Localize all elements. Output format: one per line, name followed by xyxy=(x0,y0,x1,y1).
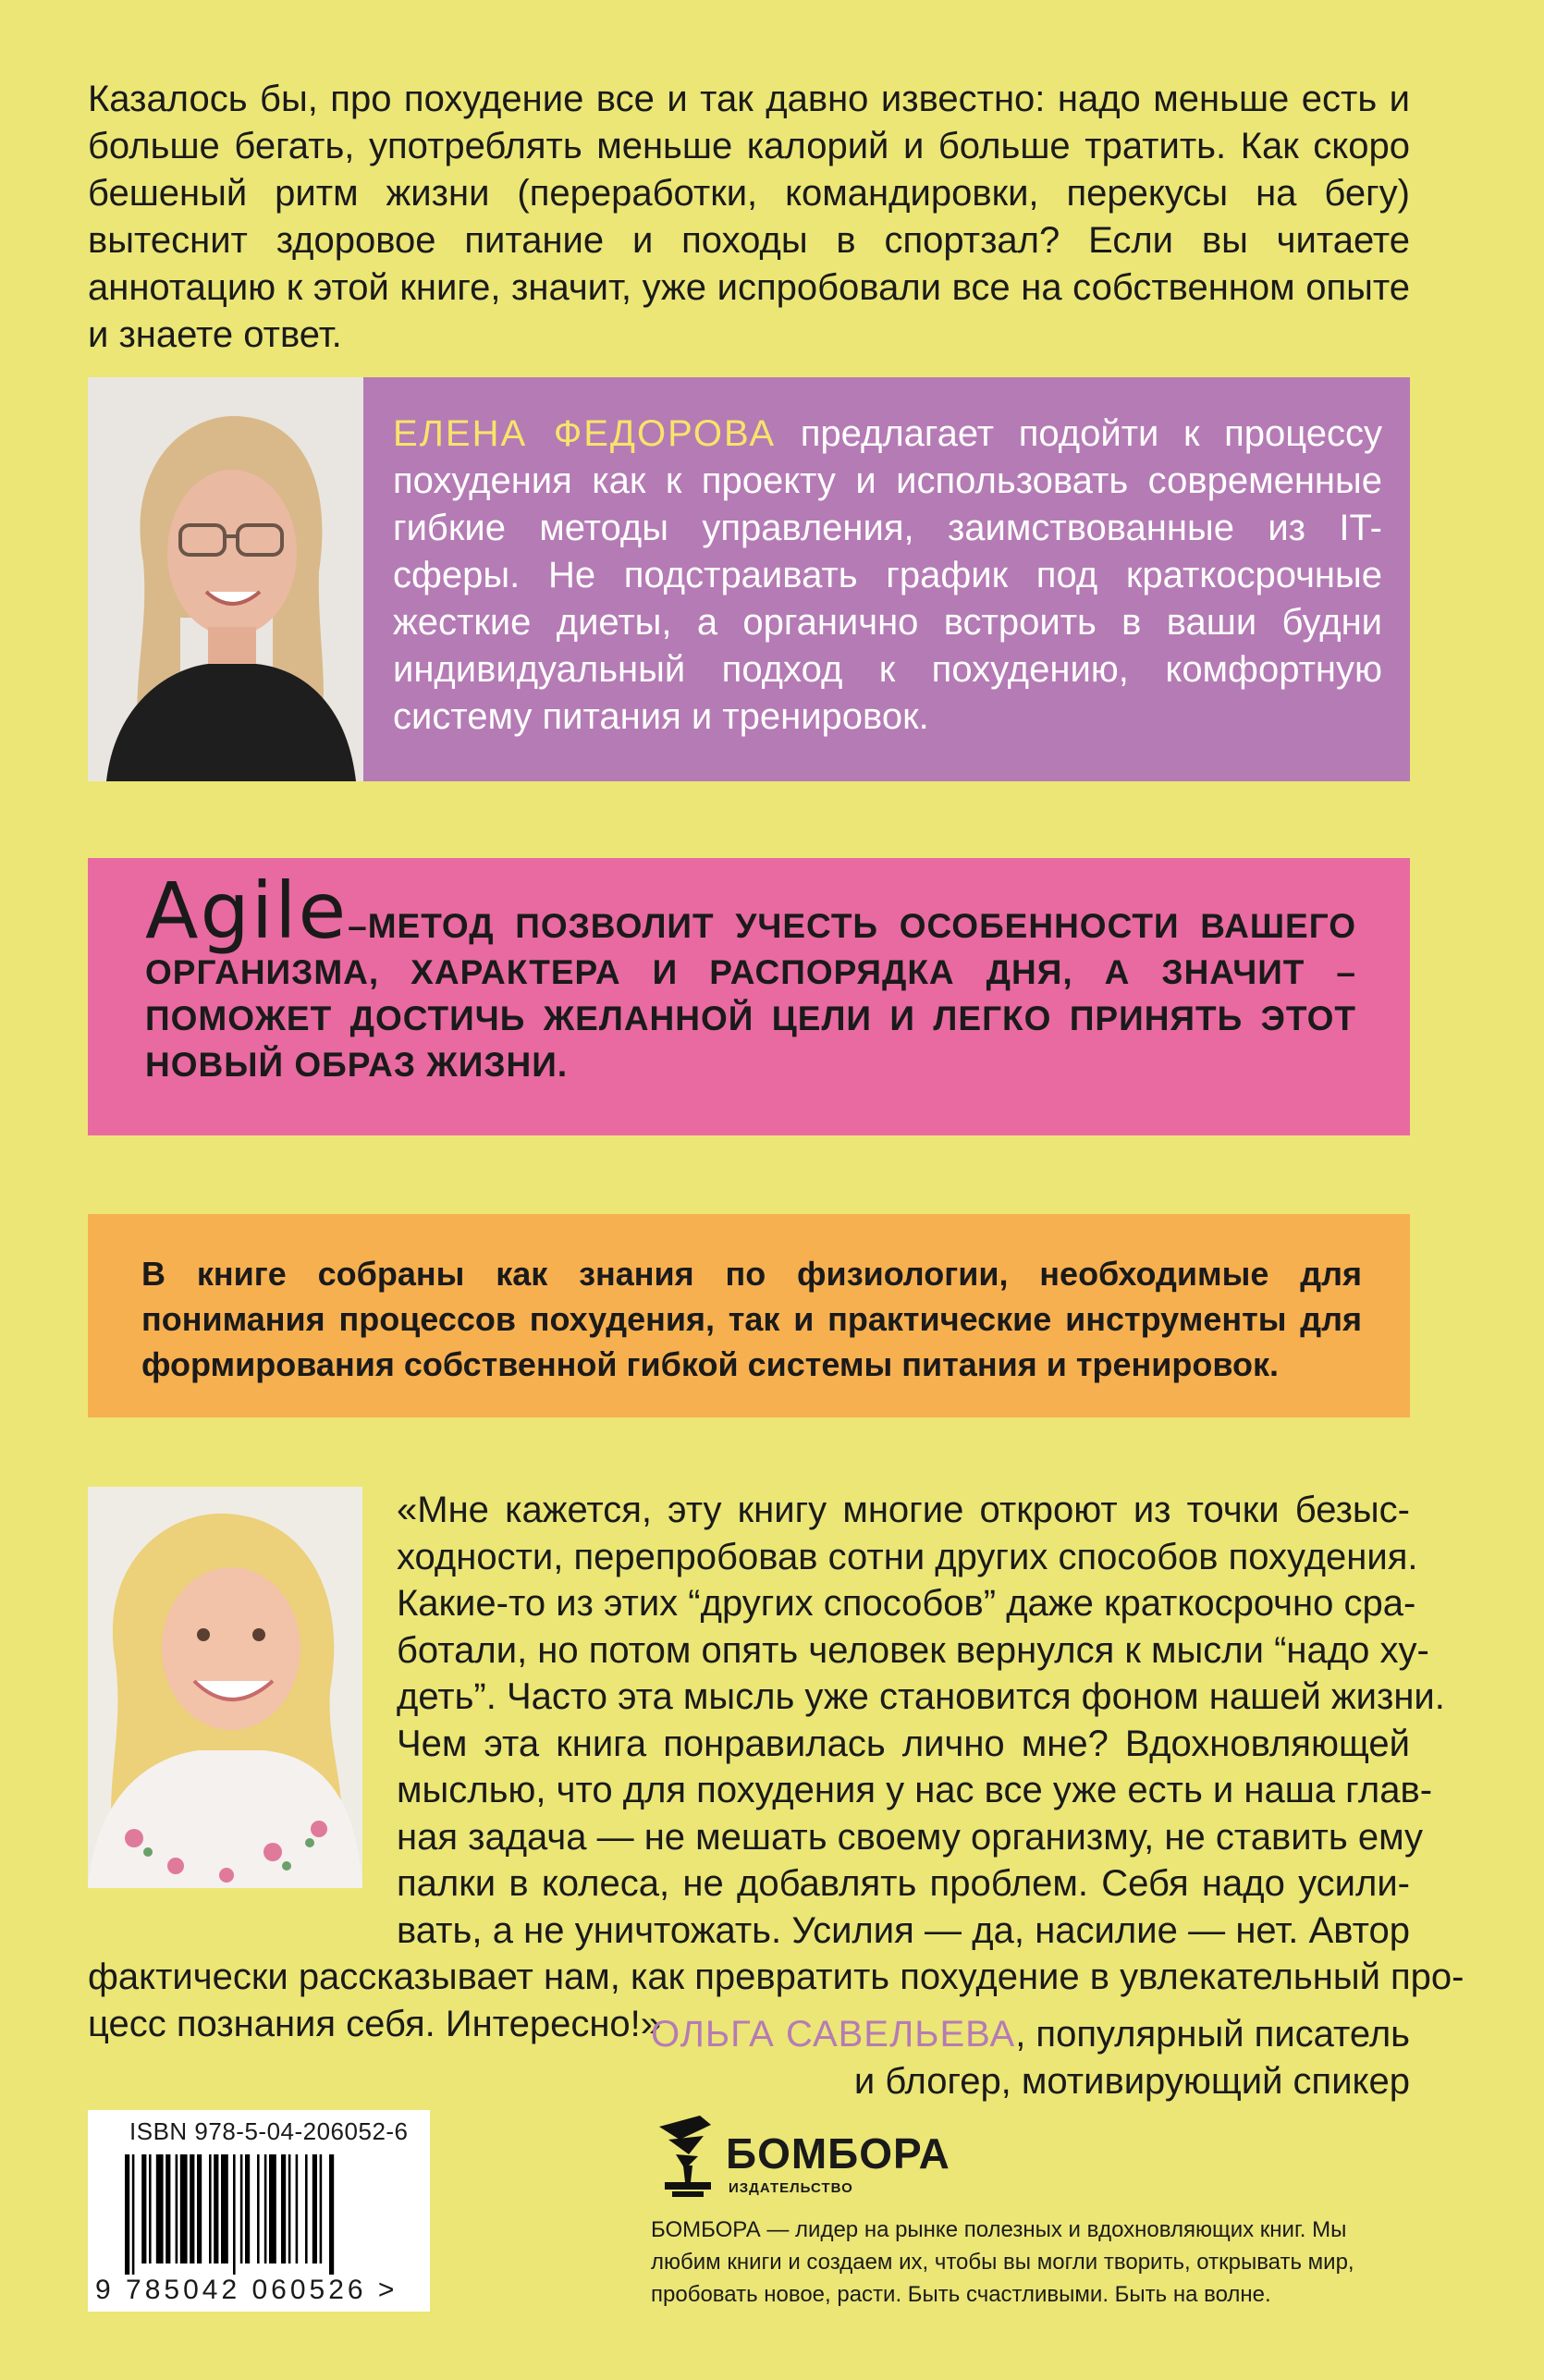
barcode-icon xyxy=(125,2154,402,2275)
quote-line: ходности, перепробовав сотни других способов похудения. xyxy=(397,1536,1418,1577)
quote-line: ботали, но потом опять человек вернулся к мысли “надо ху- xyxy=(397,1629,1429,1671)
barcode-bar xyxy=(180,2154,188,2263)
attribution-name: ОЛЬГА САВЕЛЬЕВА xyxy=(651,2014,1016,2055)
barcode-bar xyxy=(233,2154,236,2275)
bombora-logo-icon xyxy=(652,2108,718,2205)
barcode-bar xyxy=(214,2154,218,2263)
agile-block xyxy=(88,858,1410,1135)
agile-description xyxy=(145,865,1356,1088)
quote-line: ная задача — не мешать своему организму, не ставить ему xyxy=(397,1816,1424,1858)
quote-line: цесс познания себя. Интересно!» xyxy=(88,2003,662,2044)
barcode-bar xyxy=(165,2154,170,2263)
barcode-bar xyxy=(132,2154,135,2275)
barcode-digits: 9 785042 060526 > xyxy=(95,2275,398,2305)
barcode-bar xyxy=(288,2154,291,2263)
quote-line: палки в колеса, не добавлять проблем. Себя надо усили- xyxy=(397,1863,1410,1904)
quote-line: вать, а не уничтожать. Усилия — да, насилие — нет. Автор xyxy=(397,1909,1410,1951)
barcode-box xyxy=(88,2110,430,2312)
isbn-text: ISBN 978-5-04-206052-6 xyxy=(129,2117,409,2145)
barcode-bar xyxy=(305,2154,308,2263)
barcode-bar xyxy=(141,2154,146,2263)
agile-text: –МЕТОД ПОЗВОЛИТ УЧЕСТЬ ОСОБЕННОСТИ ВАШЕГО ОРГАНИЗМА, ХАРАКТЕРА И РАСПОРЯДКА ДНЯ, А ЗНАЧИТ – ПОМОЖЕТ ДОСТИЧЬ ЖЕЛАННОЙ ЦЕЛИ И ЛЕГКО ПРИНЯТЬ ЭТОТ НОВЫЙ ОБРАЗ ЖИЗНИ. xyxy=(145,907,1356,1084)
barcode-bar xyxy=(149,2154,152,2263)
barcode-bar xyxy=(209,2154,212,2263)
quote-line: мыслью, что для похудения у нас все уже есть и наша глав- xyxy=(397,1770,1433,1810)
quote-line: Какие-то из этих “других способов” даже краткосрочно сра- xyxy=(397,1583,1416,1624)
quote-line: Чем эта книга понравилась лично мне? Вдохновляющей xyxy=(397,1723,1410,1764)
barcode-bar xyxy=(281,2154,286,2263)
author-photo xyxy=(88,377,363,781)
author-description xyxy=(393,411,1382,741)
quote-attribution xyxy=(651,2011,1410,2105)
author-block xyxy=(88,377,1410,781)
barcode-bar xyxy=(296,2154,299,2263)
publisher-description: БОМБОРА — лидер на рынке полезных и вдохновляющих книг. Мы любим книги и создаем их, чтобы вы могли творить, открывать мир, пробовать новое, расти. Быть счастливыми. Быть на волне. xyxy=(651,2217,1354,2307)
barcode-bar xyxy=(264,2154,267,2263)
publisher-name: БОМБОРА xyxy=(726,2129,950,2178)
book-block xyxy=(88,1214,1410,1417)
publisher-subtitle: ИЗДАТЕЛЬСТВО xyxy=(729,2180,853,2196)
quote-line: фактически рассказывает нам, как превратить похудение в увлекательный про- xyxy=(88,1957,1464,1997)
agile-word: Agile xyxy=(145,865,349,956)
intro-paragraph: Казалось бы, про похудение все и так давно известно: надо меньше есть и больше бегать, употреблять меньше калорий и больше тратить. Как скоро бешеный ритм жизни (переработки, командировки, перекусы на бегу) вытеснит здоровое питание и походы в спортзал? Если вы читаете аннотацию к этой книге, значит, уже испробовали все на собственном опыте и знаете ответ. xyxy=(88,79,1410,355)
barcode-bar xyxy=(176,2154,178,2263)
barcode-bar xyxy=(197,2154,202,2263)
barcode-bar xyxy=(320,2154,323,2263)
barcode-bar xyxy=(221,2154,228,2263)
book-description: В книге собраны как знания по физиологии, необходимые для понимания процессов похудения, так и практические инструменты для формирования собственной гибкой системы питания и тренировок. xyxy=(141,1255,1362,1383)
barcode-bar xyxy=(125,2154,129,2275)
attribution-role-line2: и блогер, мотивирующий спикер xyxy=(853,2061,1410,2102)
quote-line: «Мне кажется, эту книгу многие откроют из точки безыс- xyxy=(397,1490,1410,1530)
barcode-bar xyxy=(269,2154,276,2263)
author-text: предлагает подойти к процессу похудения как к проекту и использовать современные гибкие методы управления, заимствованные из IT-сферы. Не подстраивать график под краткосрочные жесткие диеты, а органично встроить в ваши будни индивидуальный подход к похудению, комфортную систему питания и тренировок. xyxy=(393,413,1383,737)
author-name: ЕЛЕНА ФЕДОРОВА xyxy=(393,413,777,454)
barcode-bar xyxy=(190,2154,194,2263)
barcode-bar xyxy=(240,2154,243,2263)
barcode-bar xyxy=(312,2154,317,2263)
attribution-role-line1: , популярный писатель xyxy=(1015,2014,1410,2055)
barcode-bar xyxy=(245,2154,250,2263)
barcode-bar xyxy=(257,2154,260,2263)
quote-line: деть”. Часто эта мысль уже становится фоном нашей жизни. xyxy=(397,1676,1445,1717)
barcode-bar xyxy=(329,2154,334,2275)
quote-text xyxy=(88,1487,1464,2047)
barcode-bar xyxy=(156,2154,164,2263)
